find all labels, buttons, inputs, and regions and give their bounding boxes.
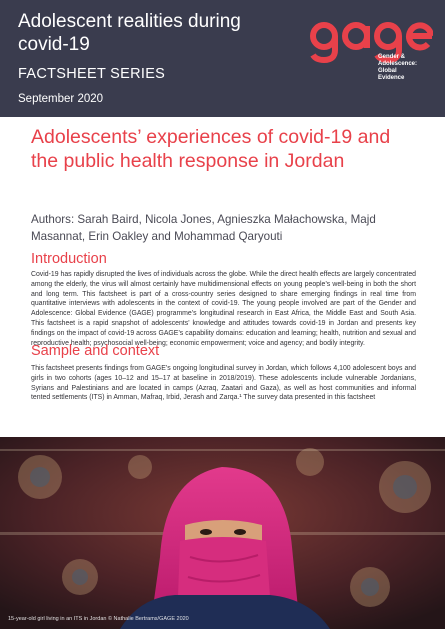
introduction-heading: Introduction [31, 251, 107, 267]
document-title: Adolescents’ experiences of covid-19 and the public health response in Jordan [31, 126, 391, 172]
authors-line: Authors: Sarah Baird, Nicola Jones, Agnieszka Małachowska, Majd Masannat, Erin Oakley and Mohammad Qaryouti [31, 213, 376, 243]
girl-photo-illustration [0, 437, 445, 629]
logo-subtitle: Gender & Adolescence: Global Evidence [378, 54, 418, 81]
sample-heading: Sample and context [31, 343, 160, 359]
photo-caption: 15-year-old girl living in an ITS in Jordan © Nathalie Bertrams/GAGE 2020 [8, 616, 189, 622]
cover-photo [0, 437, 445, 629]
series-label: FACTSHEET SERIES [18, 66, 166, 82]
series-title: Adolescent realities during covid-19 [18, 11, 241, 55]
publication-date: September 2020 [18, 93, 104, 105]
header-band [0, 0, 445, 117]
introduction-paragraph: Covid-19 has rapidly disrupted the lives of individuals across the globe. While the direct health effects are largely concentrated among the elderly, the virus will almost certainly have multidimensional effects on young people’s well-being in both the short and long term. This factsheet is part of a cross-country series designed to share emerging findings in real time from quantitative interviews with adolescents in the context of covid-19. The young people involved are part of the Gender and Adolescence: Global Evidence (GAGE) programme’s longitudinal research in East Africa, the Middle East and South Asia. This factsheet is a rapid snapshot of adolescents’ knowledge and attitudes towards covid-19 in Jordan and presents key findings on the impact of covid-19 across GAGE’s capability domains: education and learning; health, nutrition and sexual and reproductive health; psychosocial well-being; economic empowerment; voice and agency; and bodily integrity. [31, 271, 416, 347]
gage-logo [308, 14, 433, 94]
sample-paragraph: This factsheet presents findings from GAGE’s ongoing longitudinal survey in Jordan, which follows 4,100 adolescent boys and girls in two cohorts (ages 10–12 and 15–17 at baseline in 2018/2019). These adolescents include vulnerable Jordanians, Syrians and Palestinians and are located in camps (Azraq, Zaatari and Gaza), as well as host communities and informal tented settlements (ITS) in Amman, Mafraq, Irbid, Jerash and Zarqa.¹ The survey data presented in this factsheet [31, 365, 416, 402]
